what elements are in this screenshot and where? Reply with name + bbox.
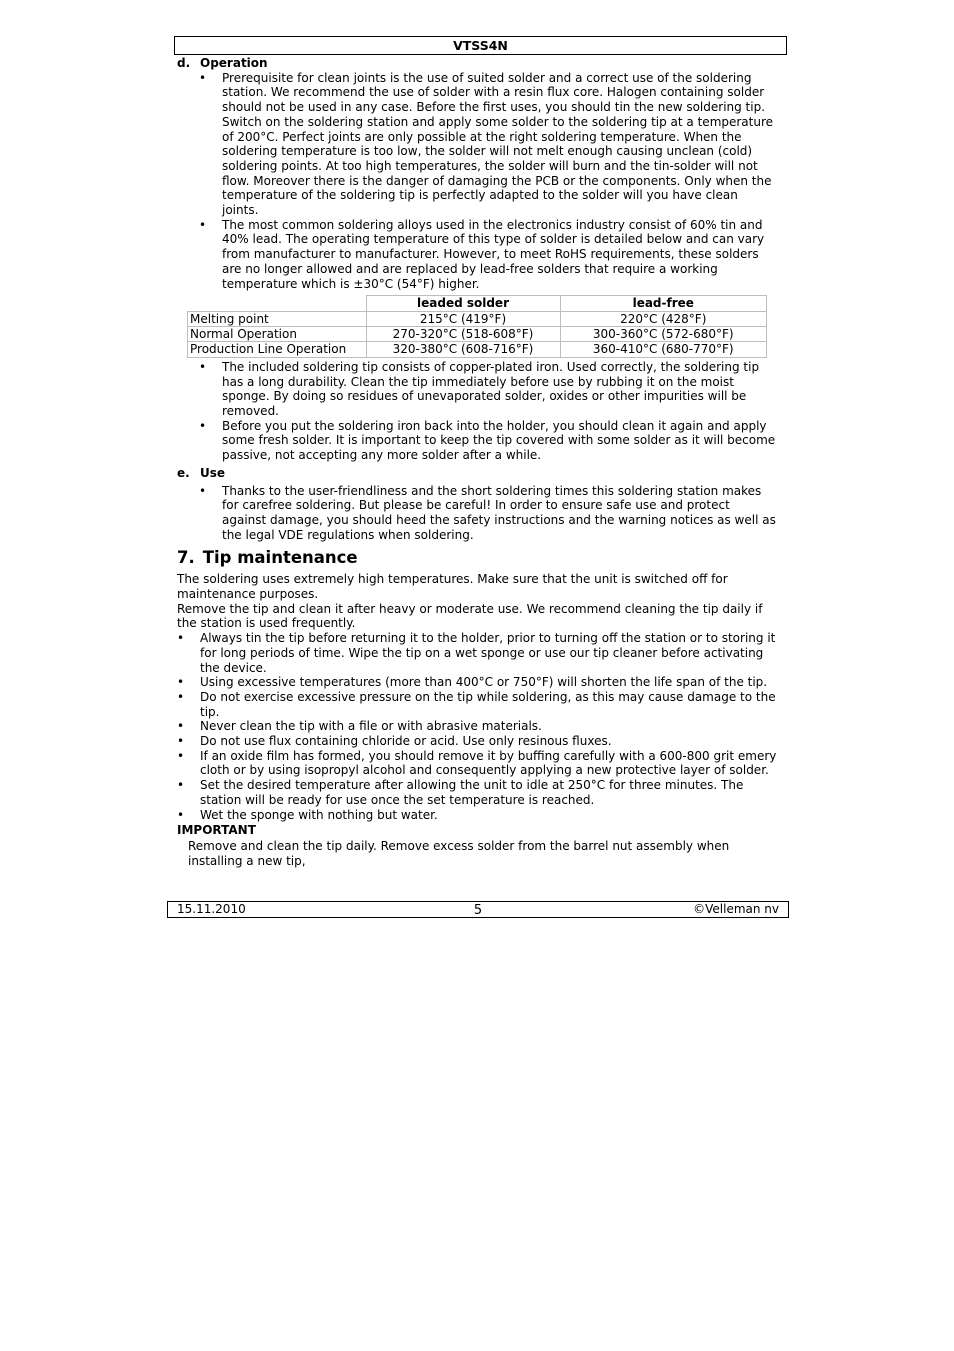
section-7-intro-2: Remove the tip and clean it after heavy or moderate use. We recommend cleaning the tip daily if the station is used frequently.	[177, 601, 763, 631]
table-cell: 320-380°C (608-716°F)	[366, 342, 560, 357]
section-e-label: e.	[177, 465, 190, 480]
section-7-heading	[177, 548, 777, 568]
section-e-heading	[177, 466, 777, 481]
list-item: • Thanks to the user-friendliness and the short soldering times this soldering station makes for carefree soldering. But please be careful! In order to ensure safe use and protect against damage, you should heed the safety instructions and the warning notices as well as the legal VDE regulations when soldering.	[177, 484, 777, 543]
list-item: • Prerequisite for clean joints is the use of suited solder and a correct use of the soldering station. We recommend the use of solder with a resin flux core. Halogen containing solder should not be used in any case. Before the first uses, you should tin the new soldering tip. Switch on the soldering station and apply some solder to the soldering tip at a temperature of 200°C. Perfect joints are only possible at the right soldering temperature. When the soldering temperature is too low, the solder will not melt enough causing unclean (cold) soldering points. At too high temperatures, the solder will burn and the tin-solder will not flow. Moreover there is the danger of damaging the PCB or the components. Only when the temperature of the soldering tip is perfectly adapted to the solder will you have clean joints.	[177, 71, 777, 218]
section-7-bullets	[177, 631, 777, 822]
section-d-heading	[177, 56, 777, 71]
table-header-row	[188, 296, 767, 311]
list-item: • Before you put the soldering iron back into the holder, you should clean it again and apply some fresh solder. It is important to keep the tip covered with some solder as it will become passive, not accepting any more solder after a while.	[177, 419, 777, 463]
table-row	[188, 327, 767, 342]
solder-temperature-table	[187, 295, 767, 358]
list-item: • Never clean the tip with a file or with abrasive materials.	[177, 719, 777, 734]
table-header-cell: leaded solder	[366, 296, 560, 311]
document-body	[177, 56, 777, 868]
footer-page-number: 5	[473, 903, 483, 918]
footer-date: 15.11.2010	[177, 902, 246, 916]
table-cell: 360-410°C (680-770°F)	[560, 342, 767, 357]
list-item: • Set the desired temperature after allowing the unit to idle at 250°C for three minutes. The station will be ready for use once the set temperature is reached.	[177, 778, 777, 807]
page-footer	[167, 901, 789, 918]
table-cell: Melting point	[188, 311, 367, 326]
important-label: IMPORTANT	[177, 823, 256, 838]
table-cell: 220°C (428°F)	[560, 311, 767, 326]
list-item: • The included soldering tip consists of copper-plated iron. Used correctly, the soldering tip has a long durability. Clean the tip immediately before use by rubbing it on the moist sponge. By doing so residues of unevaporated solder, oxides or other impurities will be removed.	[177, 360, 777, 419]
table-cell: 270-320°C (518-608°F)	[366, 327, 560, 342]
list-item: • Using excessive temperatures (more than 400°C or 750°F) will shorten the life span of the tip.	[177, 675, 777, 690]
list-item: • If an oxide film has formed, you should remove it by buffing carefully with a 600-800 grit emery cloth or by using isopropyl alcohol and consequently applying a new protective layer of solder.	[177, 749, 777, 778]
section-d-title: Operation	[200, 56, 268, 70]
section-e-bullets	[177, 484, 777, 543]
table-row	[188, 342, 767, 357]
table-cell: 300-360°C (572-680°F)	[560, 327, 767, 342]
table-header-cell	[188, 296, 367, 311]
table-cell: 215°C (419°F)	[366, 311, 560, 326]
footer-copyright: ©Velleman nv	[693, 902, 779, 916]
section-7-title: Tip maintenance	[202, 548, 358, 568]
list-item: • The most common soldering alloys used in the electronics industry consist of 60% tin and 40% lead. The operating temperature of this type of solder is detailed below and can vary from manufacturer to manufacturer. However, to meet RoHS requirements, these solders are no longer allowed and are replaced by lead-free solders that require a working temperature which is ±30°C (54°F) higher.	[177, 218, 777, 292]
section-e-title: Use	[200, 465, 226, 480]
section-7-intro-1: The soldering uses extremely high temperatures. Make sure that the unit is switched off for maintenance purposes.	[177, 572, 728, 602]
table-row	[188, 311, 767, 326]
table-header-cell: lead-free	[560, 296, 767, 311]
table-cell: Production Line Operation	[188, 342, 367, 357]
section-d-bullets-bottom	[177, 360, 777, 463]
important-text: Remove and clean the tip daily. Remove excess solder from the barrel nut assembly when installing a new tip,	[188, 838, 730, 868]
table-cell: Normal Operation	[188, 327, 367, 342]
page-header-model: VTSS4N	[174, 36, 787, 55]
section-d-label: d.	[177, 56, 191, 70]
list-item: • Always tin the tip before returning it to the holder, prior to turning off the station or to storing it for long periods of time. Wipe the tip on a wet sponge or use our tip cleaner before activating the device.	[177, 631, 777, 675]
list-item: • Do not use flux containing chloride or acid. Use only resinous fluxes.	[177, 734, 777, 749]
section-d-bullets-top	[177, 71, 777, 292]
list-item: • Do not exercise excessive pressure on the tip while soldering, as this may cause damage to the tip.	[177, 690, 777, 719]
section-7-number: 7.	[177, 548, 195, 568]
list-item: • Wet the sponge with nothing but water.	[177, 808, 777, 823]
